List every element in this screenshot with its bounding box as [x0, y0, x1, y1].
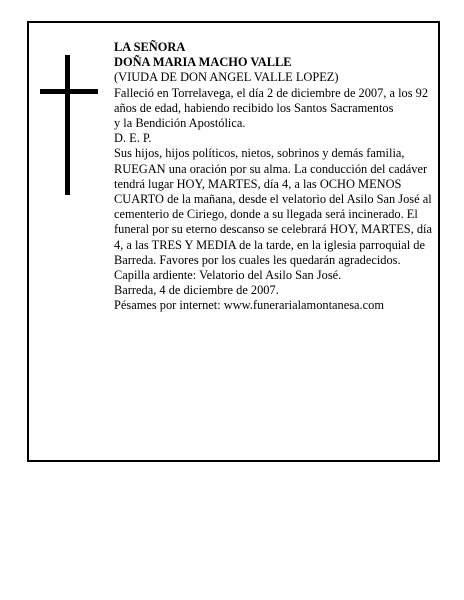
blessing-line: y la Bendición Apostólica. [114, 116, 246, 131]
deceased-name: DOÑA MARIA MACHO VALLE [114, 55, 292, 70]
obituary-text [114, 40, 432, 314]
condolences-line: Pésames por internet: www.funerarialamontanesa.com [114, 298, 384, 313]
cross-vertical-bar [65, 55, 70, 195]
dep-line: D. E. P. [114, 131, 152, 146]
latin-cross-icon [40, 55, 98, 195]
request-paragraph: RUEGAN una oración por su alma. La conducción del cadáver tendrá lugar HOY, MARTES, día 4, a las OCHO MENOS CUARTO de la mañana, desde el velatorio del Asilo San José al cementerio de Ciriego, donde a su llegada será incinerado. El funeral por su eterno descanso se celebrará HOY, MARTES, día 4, a las TRES Y MEDIA de la tarde, en la iglesia parroquial de Barreda. Favores por los cuales les quedarán agradecidos. Capilla ardiente: Velatorio del Asilo San José. [114, 161, 432, 283]
death-paragraph: Falleció en Torrelavega, el día 2 de diciembre de 2007, a los 92 años de edad, habiendo recibido los Santos Sacramentos [114, 85, 429, 115]
family-line: Sus hijos, hijos políticos, nietos, sobrinos y demás familia, [114, 146, 405, 161]
date-line: Barreda, 4 de diciembre de 2007. [114, 283, 279, 298]
title-line-1: LA SEÑORA [114, 40, 186, 54]
cross-horizontal-bar [40, 89, 98, 94]
widow-line: (VIUDA DE DON ANGEL VALLE LOPEZ) [114, 70, 339, 85]
